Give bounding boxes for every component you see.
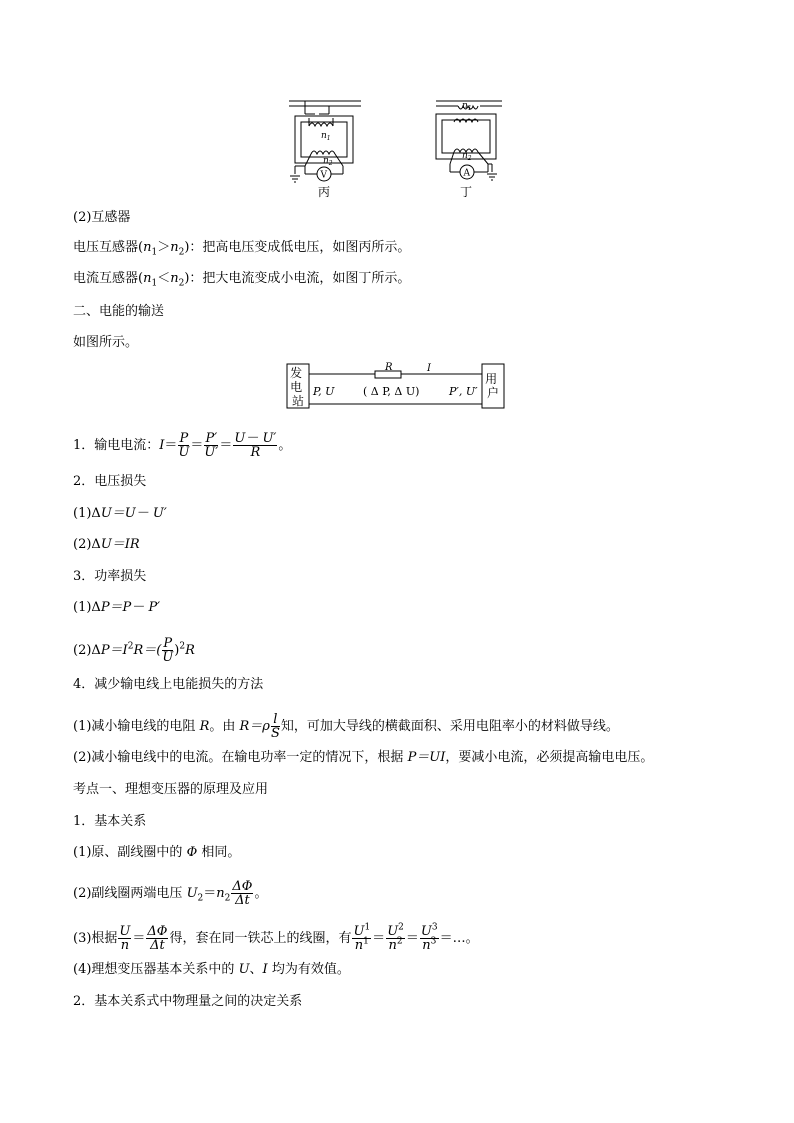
item-3-power-loss: 3．功率损失 [73, 569, 147, 584]
voltage-loss-2: (2)ΔU＝IR [73, 537, 140, 552]
decisive-relations-heading: 2．基本关系式中物理量之间的决定关系 [73, 994, 303, 1009]
figure-label-ding: 丁 [460, 185, 473, 199]
station-label: 发 电 站 [290, 366, 305, 408]
relation-1: (1)原、副线圈中的 Φ 相同。 [73, 845, 241, 860]
current-transformer-line: 电流互感器$(n_1<n_2)$：把大电流变成小电流，如图丁所示。 [73, 271, 411, 289]
heading-power-transmission: 二、电能的输送 [73, 304, 165, 319]
figure-current-transformer [430, 96, 520, 200]
basic-relations-heading: 1．基本关系 [73, 814, 147, 829]
relation-3: (3)根据 $\frac{U}{n}$ ＝ $\frac{\Delta\Phi}{\Delta t}$ 得，套在同一铁芯上的线圈，有 $\frac{U^1}{n^1}$ ＝ $\frac{U^2}{n^2}$ ＝ $\frac{U^3}{n^3}$ ＝…。 [73, 922, 479, 953]
item-2-voltage-loss: 2．电压损失 [73, 474, 147, 489]
resistor-label: R [385, 362, 393, 373]
section-mutual-inductor: (2)互感器 [73, 210, 131, 225]
voltage-loss-1: (1)ΔU＝U－ U′ [73, 506, 167, 521]
item-1-current: 1．输电电流：I＝ $\frac{P}{U}$ ＝ $\frac{P'}{U'}$ ＝ $\frac{U- U'}{R}$ 。 [73, 431, 292, 460]
user-label: 用 户 [485, 372, 500, 400]
ammeter-label: A [463, 168, 470, 179]
voltmeter-label: V [320, 170, 327, 181]
figure-voltage-transformer [285, 96, 375, 200]
relation-4: (4)理想变压器基本关系中的 U、I 均为有效值。 [73, 962, 350, 977]
voltage-transformer-line: 电压互感器$(n_1>n_2)$：把高电压变成低电压，如图丙所示。 [73, 240, 411, 258]
kaodian-1-heading: 考点一、理想变压器的原理及应用 [73, 782, 269, 797]
coil-label-n2: $n_2$ [323, 156, 333, 167]
output-power-voltage: P′, U′ [449, 385, 478, 398]
current-label: I [427, 363, 431, 374]
power-loss-1: (1)ΔP＝P－ P′ [73, 600, 161, 615]
as-shown-text: 如图所示。 [73, 335, 139, 350]
transmission-circuit-diagram [285, 362, 510, 412]
coil-label-n1: $n_1$ [462, 101, 472, 112]
power-loss-2: $(2)\Delta P=I^2R=$( $\frac{P}{U}$ )$^2$R [73, 636, 195, 665]
method-1-reduce-resistance: (1)减小输电线的电阻 R。由 R＝ρ $\frac{l}{S}$ 知，可加大导线的横截面积、采用电阻率小的材料做导线。 [73, 712, 619, 741]
method-2-reduce-current: (2)减小输电线中的电流。在输电功率一定的情况下，根据 P＝UI，要减小电流，必须提高输电电压。 [73, 750, 654, 765]
loss-label: ( Δ P, Δ U) [363, 385, 420, 398]
input-power-voltage: P, U [313, 385, 335, 398]
item-4-reduce-loss: 4．减少输电线上电能损失的方法 [73, 677, 264, 692]
coil-label-n2: $n_2$ [462, 151, 472, 162]
relation-2: (2)副线圈两端电压 $U_2=n_2$ $\frac{\Delta\Phi}{\Delta t}$ 。 [73, 879, 268, 908]
coil-label-n1: $n_1$ [321, 131, 331, 142]
figure-label-bing: 丙 [318, 185, 331, 199]
